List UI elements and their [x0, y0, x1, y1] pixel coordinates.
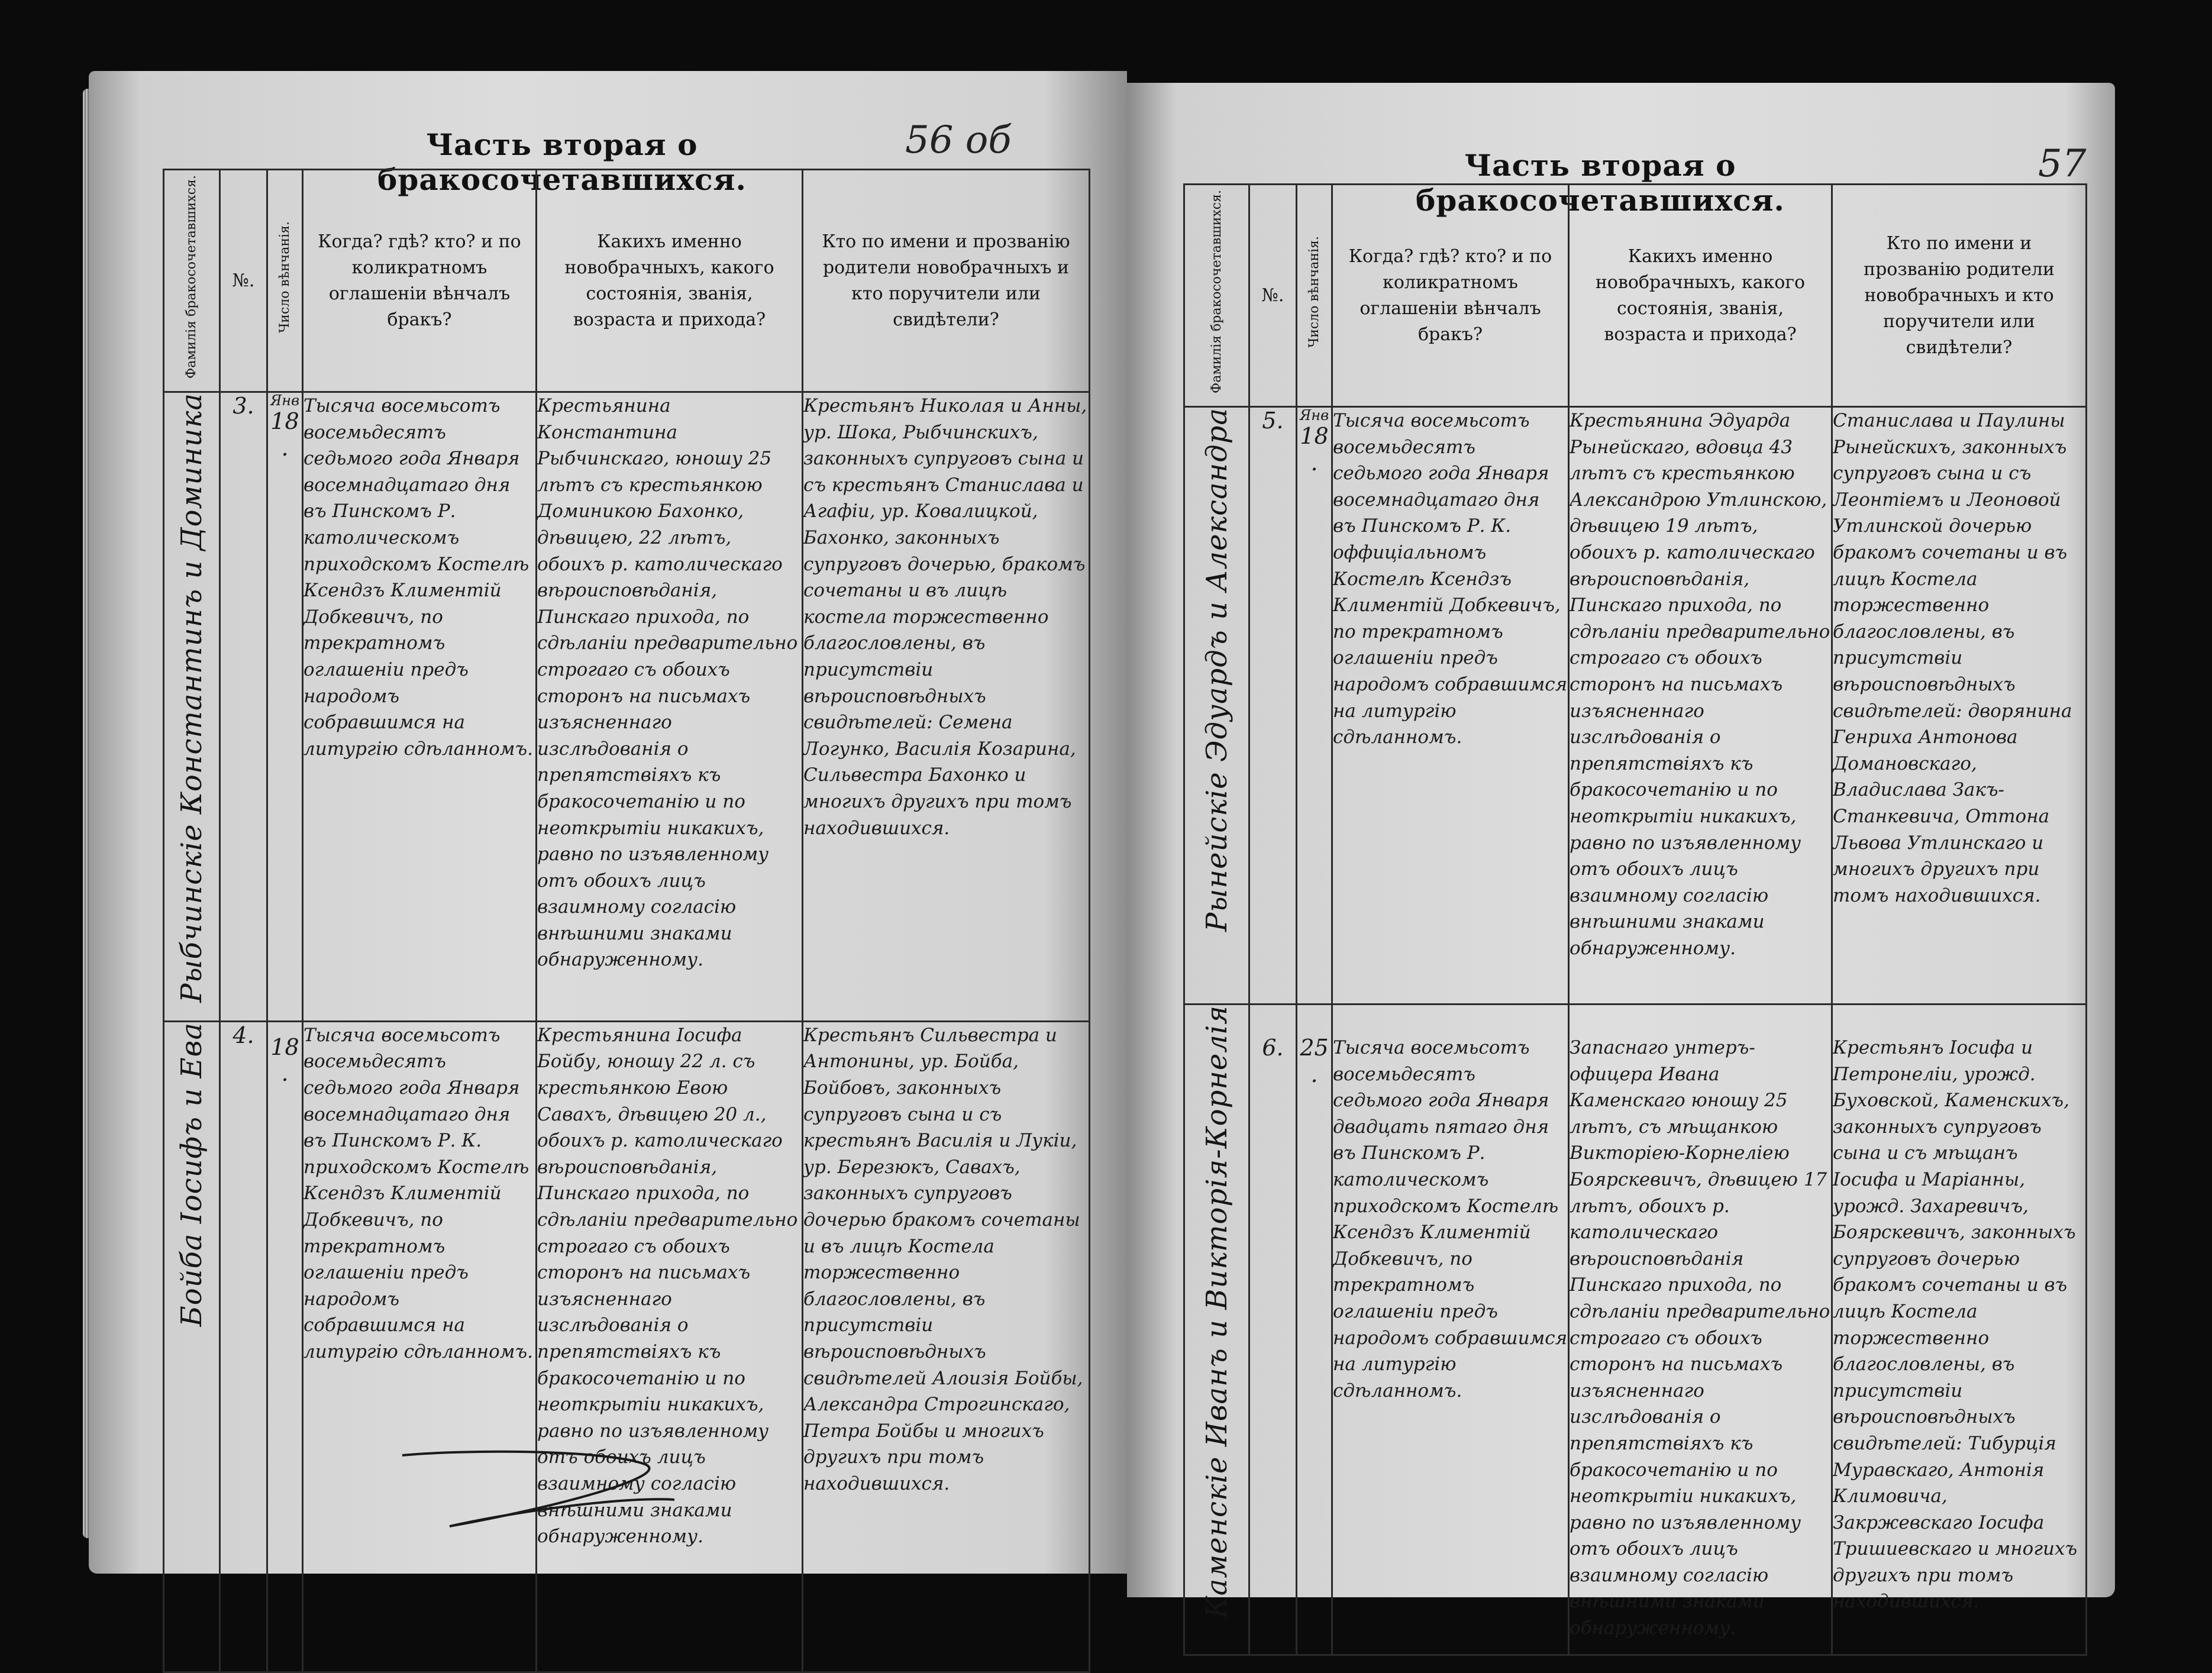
record-surname: Рынейскіе Эдуардъ и Александра — [1184, 407, 1249, 1005]
record-parents: Крестьянъ Сильвестра и Антонины, ур. Бойба, Бойбовъ, законныхъ супруговъ сына и съ крестьянъ Василія и Лукіи, ур. Березюкъ, Савахъ, законныхъ супруговъ дочерью бракомъ сочетаны и въ лицѣ Костела торжественно благословлены, въ присутствіи вѣроисповѣдныхъ свидѣтелей Алоизія Бойбы, Александра Строгинскаго, Петра Бойбы и многихъ другихъ при томъ находившихся. — [803, 1021, 1090, 1672]
right-page-number: 57 — [2038, 142, 2087, 186]
left-header-row — [164, 170, 1090, 392]
header-when: Когда? гдѣ? кто? и по коликратномъ оглашеніи вѣнчалъ бракъ? — [1332, 185, 1569, 407]
header-who: Какихъ именно новобрачныхъ, какого состоянія, званія, возраста и прихода? — [1569, 185, 1832, 407]
header-surname: Фамилія бракосочетавшихся. — [164, 170, 220, 392]
record-who: Крестьянина Эдуарда Рынейскаго, вдовца 43 лѣтъ съ крестьянкою Александрою Утлинскою, дѣвицею 19 лѣтъ, обоихъ р. католическаго вѣроисповѣданія, Пинскаго прихода, по сдѣланіи предварительно строгаго съ обоихъ сторонъ на письмахъ изъясненнаго изслѣдованія о препятствіяхъ къ бракосочетанію и по неоткрытіи никакихъ, равно по изъявленному отъ обоихъ лицъ взаимному согласію внѣшними знаками обнаруженному. — [1569, 407, 1832, 1005]
record-surname: Каменскіе Иванъ и Викторія-Корнелія — [1184, 1005, 1249, 1655]
record-surname: Бойба Іосифъ и Ева — [164, 1021, 220, 1672]
left-page-title: Часть вторая о бракосочетавшихся. — [377, 127, 747, 197]
header-when: Когда? гдѣ? кто? и по коликратномъ оглашеніи вѣнчалъ бракъ? — [303, 170, 537, 392]
header-parents: Кто по имени и прозванію родители новобрачныхъ и кто поручители или свидѣтели? — [803, 170, 1090, 392]
record-when: Тысяча восемьсотъ восемьдесятъ седьмого года Января восемнадцатаго дня въ Пинскомъ Р. К. приходскомъ Костелѣ Ксендзъ Климентій Добкевичъ, по трекратномъ оглашеніи предъ народомъ собравшимся на литургію сдѣланномъ. — [303, 1021, 537, 1672]
header-surname: Фамилія бракосочетавшихся. — [1184, 185, 1249, 407]
record-parents: Станислава и Паулины Рынейскихъ, законныхъ супруговъ сына и съ Леонтіемъ и Леоновой Утлинской дочерью бракомъ сочетаны и въ лицѣ Костела торжественно благословлены, въ присутствіи вѣроисповѣдныхъ свидѣтелей: дворянина Генриха Антонова Домановскаго, Владислава Закъ-Станкевича, Оттона Львова Утлинскаго и многихъ другихъ при томъ находившихся. — [1832, 407, 2087, 1005]
table-row — [164, 1021, 1090, 1672]
record-when: Тысяча восемьсотъ восемьдесятъ седьмого года Января восемнадцатаго дня въ Пинскомъ Р. К. оффиціальномъ Костелѣ Ксендзъ Климентій Добкевичъ, по трекратномъ оглашеніи предъ народомъ собравшимся на литургію сдѣланномъ. — [1332, 407, 1569, 1005]
header-no: №. — [1249, 185, 1297, 407]
record-who: Запаснаго унтеръ-офицера Ивана Каменскаго юношу 25 лѣтъ, съ мѣщанкою Викторіею-Корнеліею Боярскевичъ, дѣвицею 17 лѣтъ, обоихъ р. католическаго вѣроисповѣданія Пинскаго прихода, по сдѣланіи предварительно строгаго съ обоихъ сторонъ на письмахъ изъясненнаго изслѣдованія о препятствіяхъ къ бракосочетанію и по неоткрытіи никакихъ, равно по изъявленному отъ обоихъ лицъ взаимному согласію внѣшними знаками обнаруженному. — [1569, 1005, 1832, 1655]
record-day: 25. — [1297, 1005, 1332, 1655]
right-register-table — [1183, 183, 2087, 1656]
record-when: Тысяча восемьсотъ восемьдесятъ седьмого года Января двадцать пятаго дня въ Пинскомъ Р. католическомъ приходскомъ Костелѣ Ксендзъ Климентій Добкевичъ, по трекратномъ оглашеніи предъ народомъ собравшимся на литургію сдѣланномъ. — [1332, 1005, 1569, 1655]
left-page-number: 56 об — [905, 118, 1012, 162]
header-who: Какихъ именно новобрачныхъ, какого состоянія, званія, возраста и прихода? — [537, 170, 803, 392]
right-page — [1127, 83, 2115, 1639]
table-row — [1184, 407, 2087, 1005]
record-number: 4. — [220, 1021, 267, 1672]
header-day: Число вѣнчанія. — [1297, 185, 1332, 407]
record-number: 6. — [1249, 1005, 1297, 1655]
table-row — [1184, 1005, 2087, 1655]
table-row — [164, 392, 1090, 1022]
record-number: 3. — [220, 392, 267, 1022]
header-no: №. — [220, 170, 267, 392]
header-parents: Кто по имени и прозванію родители новобрачныхъ и кто поручители или свидѣтели? — [1832, 185, 2087, 407]
record-when: Тысяча восемьсотъ восемьдесятъ седьмого года Января восемнадцатаго дня въ Пинскомъ Р. католическомъ приходскомъ Костелѣ Ксендзъ Климентій Добкевичъ, по трекратномъ оглашеніи предъ народомъ собравшимся на литургію сдѣланномъ. — [303, 392, 537, 1022]
record-parents: Крестьянъ Іосифа и Петронеліи, урожд. Буховской, Каменскихъ, законныхъ супруговъ сына и съ мѣщанъ Іосифа и Маріанны, урожд. Захаревичъ, Боярскевичъ, законныхъ супруговъ дочерью бракомъ сочетаны и въ лицѣ Костела торжественно благословлены, въ присутствіи вѣроисповѣдныхъ свидѣтелей: Тибурція Муравскаго, Антонія Климовича, Закржевскаго Іосифа Тришиевскаго и многихъ другихъ при томъ находившихся. — [1832, 1005, 2087, 1655]
record-parents: Крестьянъ Николая и Анны, ур. Шока, Рыбчинскихъ, законныхъ супруговъ сына и съ крестьянъ Станислава и Агафіи, ур. Ковалицкой, Бахонко, законныхъ супруговъ дочерью, бракомъ сочетаны и въ лицѣ костела торжественно благословлены, въ присутствіи вѣроисповѣдныхъ свидѣтелей: Семена Логунко, Василія Козарина, Сильвестра Бахонко и многихъ другихъ при томъ находившихся. — [803, 392, 1090, 1022]
priest-signature-flourish — [396, 1361, 751, 1538]
record-who: Крестьянина Іосифа Бойбу, юношу 22 л. съ крестьянкою Евою Савахъ, дѣвицею 20 л., обоихъ р. католическаго вѣроисповѣданія, Пинскаго прихода, по сдѣланіи предварительно строгаго съ обоихъ сторонъ на письмахъ изъясненнаго изслѣдованія о препятствіяхъ къ бракосочетанію и по неоткрытіи никакихъ, равно по изъявленному отъ обоихъ лицъ взаимному согласію внѣшними знаками обнаруженному. — [537, 1021, 803, 1672]
left-page — [89, 71, 1127, 1574]
record-day: Янв 18. — [1297, 407, 1332, 1005]
right-header-row — [1184, 185, 2087, 407]
record-number: 5. — [1249, 407, 1297, 1005]
right-page-title: Часть вторая о бракосочетавшихся. — [1416, 148, 1785, 218]
record-day: 18. — [267, 1021, 303, 1672]
record-surname: Рыбчинскіе Константинъ и Доминика — [164, 392, 220, 1022]
record-day: Янв 18. — [267, 392, 303, 1022]
record-who: Крестьянина Константина Рыбчинскаго, юношу 25 лѣтъ съ крестьянкою Доминикою Бахонко, дѣвицею, 22 лѣтъ, обоихъ р. католическаго вѣроисповѣданія, Пинскаго прихода, по сдѣланіи предварительно строгаго съ обоихъ сторонъ на письмахъ изъясненнаго изслѣдованія о препятствіяхъ къ бракосочетанію и по неоткрытіи никакихъ, равно по изъявленному отъ обоихъ лицъ взаимному согласію внѣшними знаками обнаруженному. — [537, 392, 803, 1022]
header-day: Число вѣнчанія. — [267, 170, 303, 392]
